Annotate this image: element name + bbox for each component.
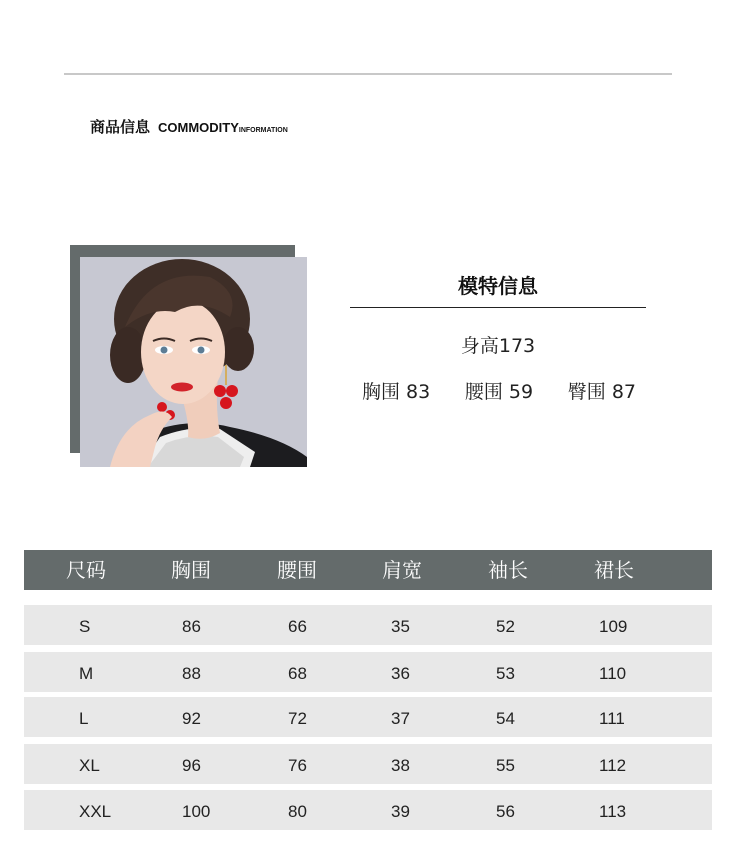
section-title-en-main: COMMODITY [158, 120, 239, 135]
model-height: 身高173 [460, 335, 536, 357]
cell-bust: 86 [182, 617, 201, 636]
section-title-cn: 商品信息 [90, 118, 151, 136]
cell-size: L [79, 709, 89, 728]
model-measurements [350, 377, 646, 404]
header-skirt-length: 裙长 [594, 558, 634, 582]
header-size: 尺码 [66, 558, 106, 582]
cell-shoulder: 37 [391, 709, 410, 728]
table-row [24, 652, 712, 692]
header-sleeve: 袖长 [488, 558, 528, 582]
cell-size: M [79, 664, 94, 683]
cell-waist: 68 [288, 664, 307, 683]
cell-shoulder: 35 [391, 617, 410, 636]
cell-shoulder: 39 [391, 802, 410, 821]
model-info-title: 模特信息 [458, 274, 538, 298]
section-title-en [158, 120, 288, 135]
cell-bust: 92 [182, 709, 201, 728]
model-bust: 胸围 83 [362, 381, 431, 403]
header-bust: 胸围 [171, 558, 211, 582]
cell-waist: 80 [288, 802, 307, 821]
top-divider [64, 73, 672, 75]
cell-waist: 66 [288, 617, 307, 636]
cell-bust: 100 [182, 802, 211, 821]
table-row [24, 605, 712, 645]
model-photo [80, 257, 307, 467]
header-waist: 腰围 [277, 558, 317, 582]
table-row [24, 697, 712, 737]
cell-bust: 96 [182, 756, 201, 775]
model-info-divider [350, 307, 646, 308]
cell-skirt-length: 113 [599, 802, 627, 821]
cell-shoulder: 38 [391, 756, 410, 775]
section-title [90, 116, 288, 137]
header-shoulder: 肩宽 [382, 558, 422, 582]
size-table-header [24, 550, 712, 590]
cell-skirt-length: 111 [599, 709, 625, 728]
cell-size: XL [79, 756, 100, 775]
model-waist: 腰围 59 [464, 381, 534, 403]
cell-sleeve: 55 [496, 756, 515, 775]
cell-skirt-length: 110 [599, 664, 627, 683]
cell-size: S [79, 617, 91, 636]
table-row [24, 790, 712, 830]
cell-skirt-length: 112 [599, 756, 627, 775]
cell-waist: 72 [288, 709, 307, 728]
model-portrait-illustration [80, 257, 307, 467]
cell-sleeve: 53 [496, 664, 515, 683]
cell-skirt-length: 109 [599, 617, 628, 636]
cell-sleeve: 52 [496, 617, 515, 636]
table-row [24, 744, 712, 784]
cell-waist: 76 [288, 756, 307, 775]
cell-sleeve: 56 [496, 802, 515, 821]
model-hip: 臀围 87 [567, 381, 636, 403]
cell-size: XXL [79, 802, 112, 821]
cell-sleeve: 54 [496, 709, 515, 728]
cell-shoulder: 36 [391, 664, 410, 683]
section-title-en-small: INFORMATION [238, 127, 288, 134]
cell-bust: 88 [182, 664, 201, 683]
